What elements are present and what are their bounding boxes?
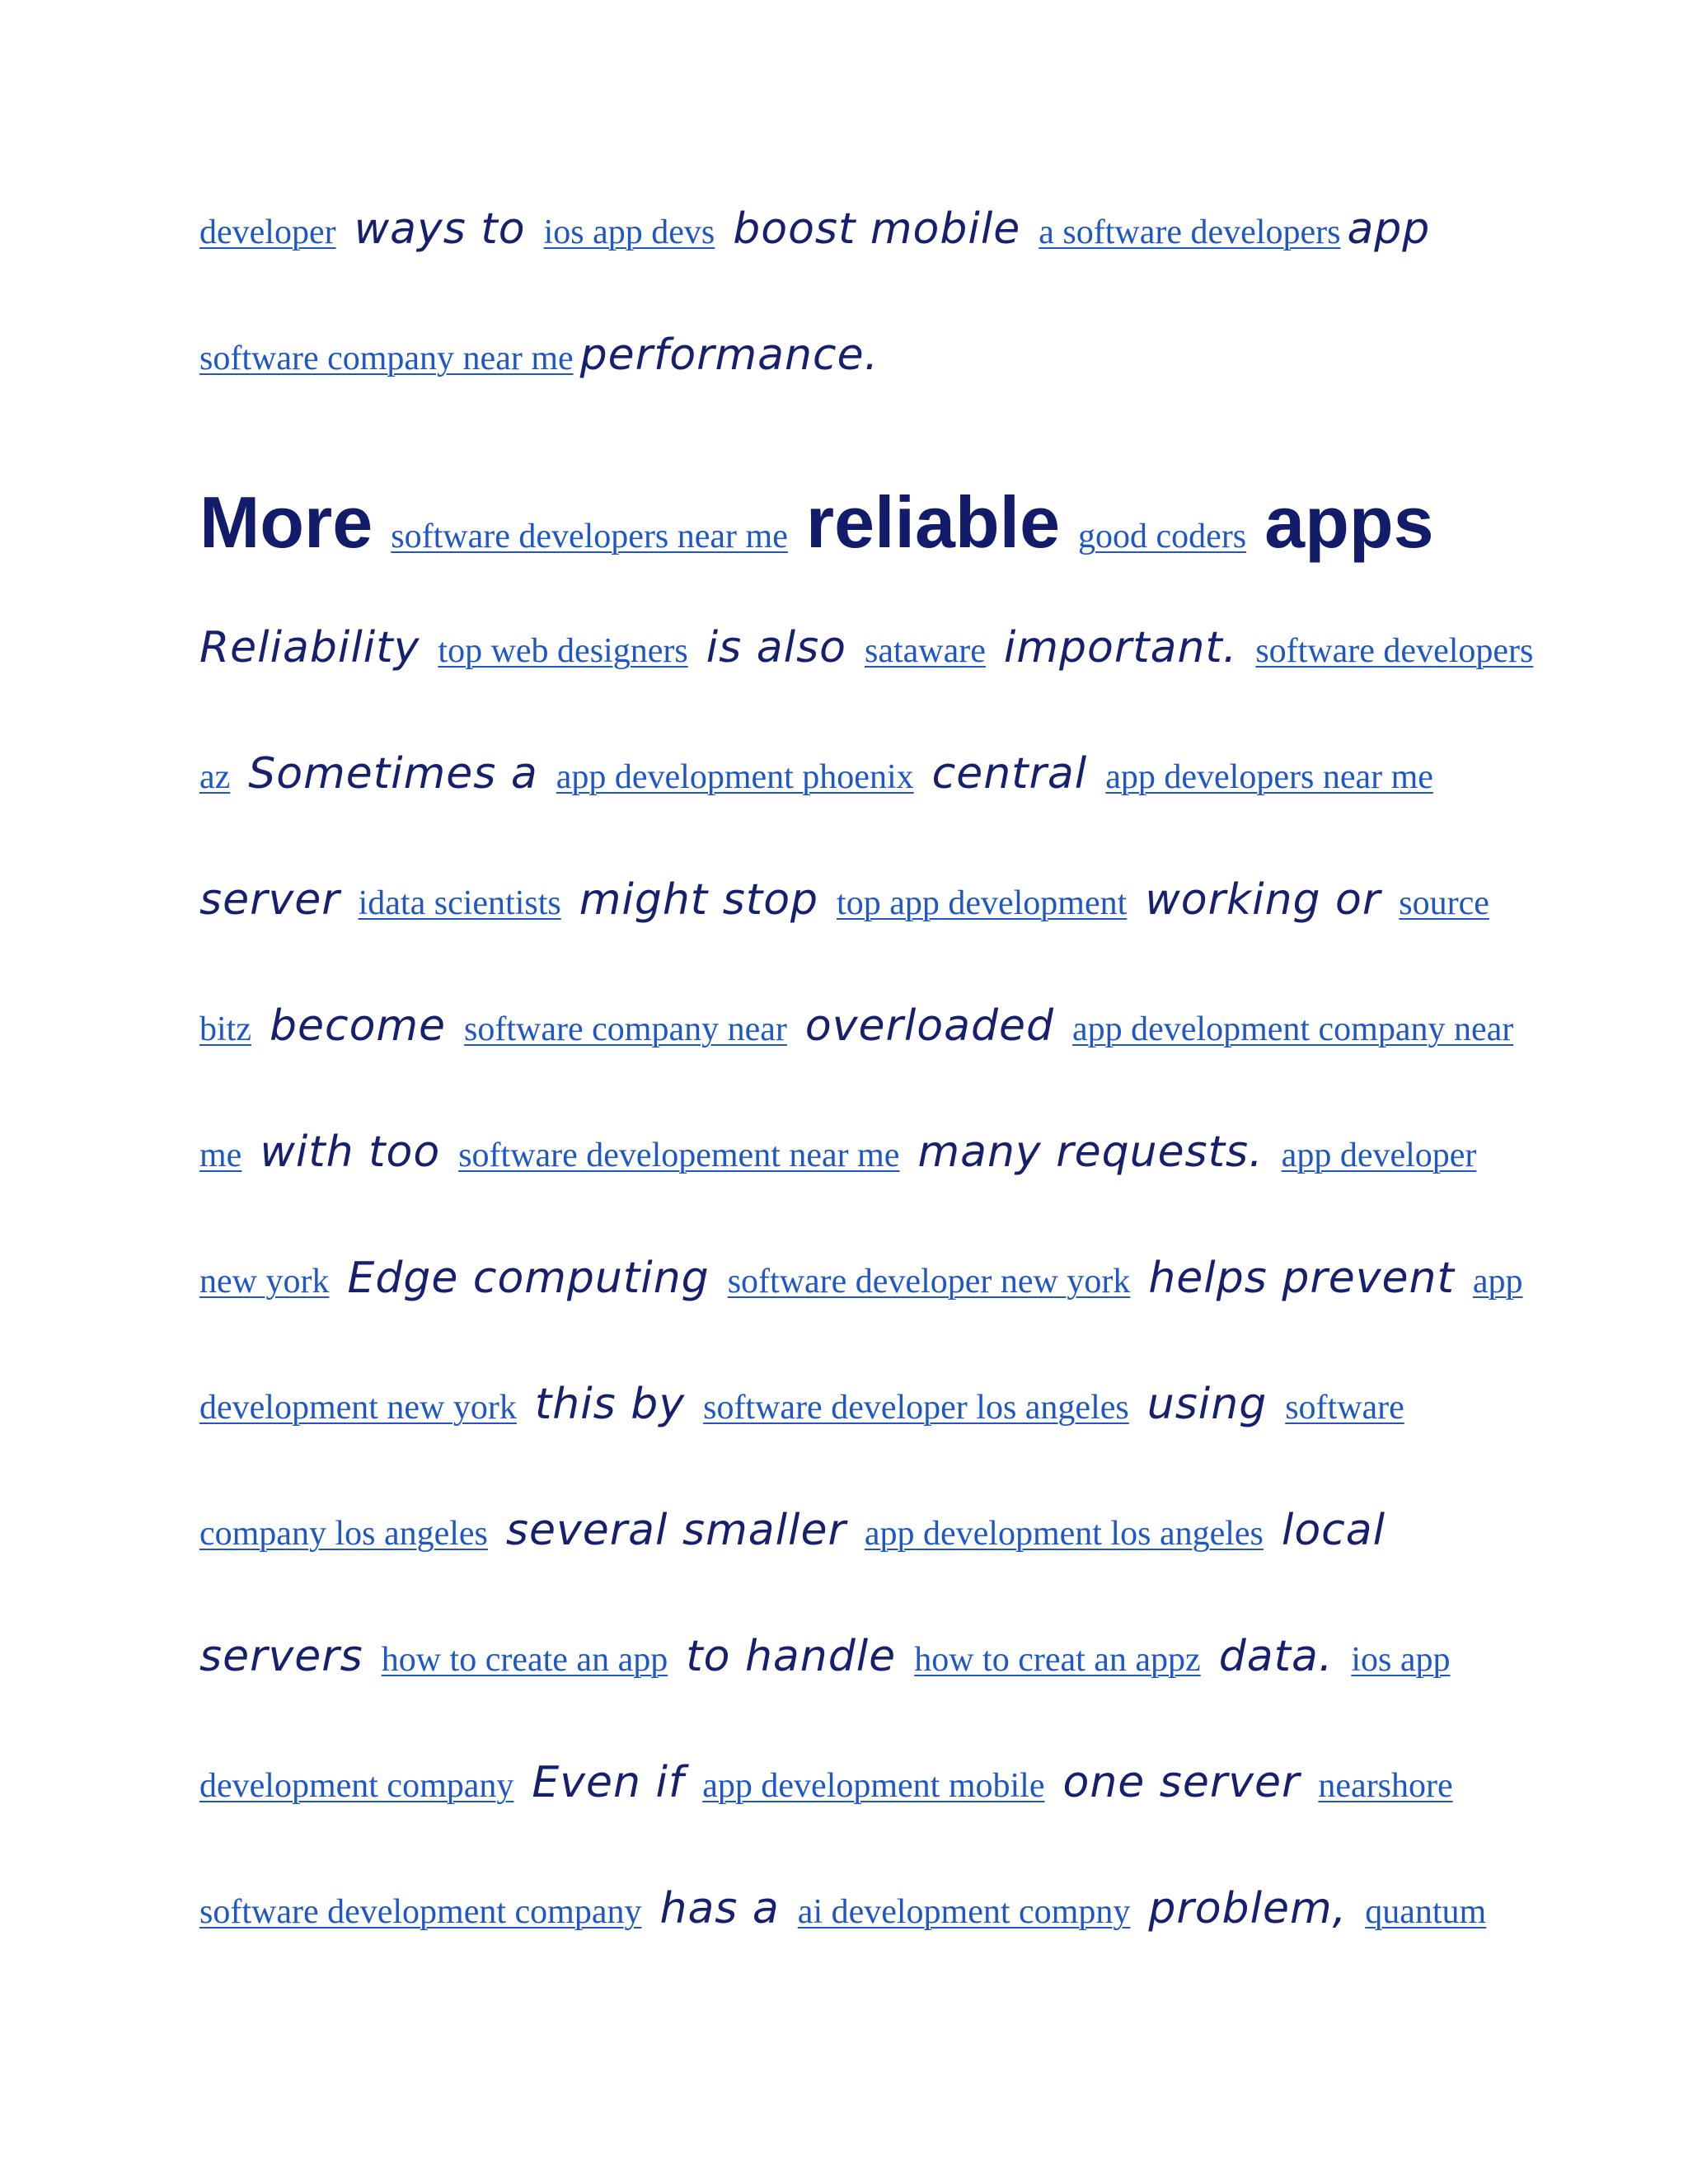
body-text: working or <box>1145 875 1381 925</box>
keyword-link[interactable]: top web designers <box>438 632 688 670</box>
text-line <box>199 1632 1465 1681</box>
keyword-link[interactable]: az <box>199 758 231 796</box>
text-line <box>199 875 1504 925</box>
keyword-link[interactable]: source <box>1399 884 1489 922</box>
keyword-link[interactable]: ios app <box>1351 1641 1451 1679</box>
keyword-link[interactable]: app developer <box>1281 1137 1477 1174</box>
body-text: Edge computing <box>347 1254 710 1303</box>
text-line <box>199 204 1445 254</box>
text-line <box>199 1001 1528 1051</box>
body-text: become <box>269 1001 447 1051</box>
body-text: data. <box>1218 1632 1334 1681</box>
body-text: to handle <box>686 1632 897 1681</box>
heading-word: More <box>199 481 373 563</box>
body-text: one server <box>1062 1758 1301 1807</box>
text-line <box>199 330 893 380</box>
keyword-link[interactable]: app development mobile <box>702 1767 1045 1805</box>
body-text: performance. <box>579 330 879 380</box>
body-text: overloaded <box>804 1001 1054 1051</box>
heading-word: reliable <box>805 481 1061 563</box>
body-text: server <box>199 875 340 925</box>
keyword-link[interactable]: software <box>1285 1389 1404 1427</box>
body-text: important. <box>1003 623 1238 673</box>
keyword-link[interactable]: software developers near me <box>391 518 788 555</box>
body-text: central <box>931 749 1088 799</box>
keyword-link[interactable]: ai development compny <box>797 1893 1131 1931</box>
body-text: helps prevent <box>1148 1254 1455 1303</box>
keyword-link[interactable]: app development phoenix <box>556 758 914 796</box>
keyword-link[interactable]: new york <box>199 1263 330 1301</box>
keyword-link[interactable]: developer <box>199 213 336 251</box>
text-line <box>199 1758 1468 1807</box>
section-heading <box>199 481 1449 563</box>
keyword-link[interactable]: bitz <box>199 1010 251 1048</box>
text-line <box>199 749 1448 799</box>
body-text: ways to <box>354 204 526 254</box>
keyword-link[interactable]: app developers near me <box>1105 758 1433 796</box>
keyword-link[interactable]: development company <box>199 1767 514 1805</box>
body-text: might stop <box>579 875 819 925</box>
text-line <box>199 1127 1491 1177</box>
body-text: is also <box>706 623 846 673</box>
body-text: Reliability <box>199 623 420 673</box>
text-line <box>199 1884 1501 1933</box>
keyword-link[interactable]: app <box>1472 1263 1523 1301</box>
keyword-link[interactable]: how to creat an appz <box>914 1641 1201 1679</box>
keyword-link[interactable]: app development company near <box>1071 1010 1514 1048</box>
body-text: problem, <box>1148 1884 1348 1933</box>
keyword-link[interactable]: software developer los angeles <box>703 1389 1129 1427</box>
keyword-link[interactable]: how to create an app <box>381 1641 668 1679</box>
keyword-link[interactable]: nearshore <box>1318 1767 1453 1805</box>
body-text: this by <box>534 1380 686 1429</box>
keyword-link[interactable]: quantum <box>1365 1893 1487 1931</box>
body-text: boost mobile <box>733 204 1021 254</box>
keyword-link[interactable]: software company near me <box>199 340 574 377</box>
body-text: servers <box>199 1632 363 1681</box>
body-text: local <box>1281 1506 1386 1555</box>
body-text: using <box>1146 1380 1268 1429</box>
text-line <box>199 1380 1419 1429</box>
body-text: Sometimes a <box>248 749 538 799</box>
keyword-link[interactable]: app development los angeles <box>864 1515 1264 1553</box>
body-text: Even if <box>532 1758 685 1807</box>
body-text: app <box>1347 204 1431 254</box>
text-line <box>199 1506 1400 1555</box>
keyword-link[interactable]: a software developers <box>1039 213 1341 251</box>
body-text: with too <box>260 1127 441 1177</box>
body-text: many requests. <box>917 1127 1264 1177</box>
keyword-link[interactable]: software developement near me <box>458 1137 900 1174</box>
keyword-link[interactable]: software developer new york <box>727 1263 1131 1301</box>
keyword-link[interactable]: top app development <box>837 884 1128 922</box>
text-line <box>199 623 1548 673</box>
keyword-link[interactable]: ios app devs <box>543 213 715 251</box>
keyword-link[interactable]: software company near <box>464 1010 787 1048</box>
keyword-link[interactable]: sataware <box>864 632 986 670</box>
keyword-link[interactable]: good coders <box>1078 518 1247 555</box>
body-text: several smaller <box>505 1506 846 1555</box>
keyword-link[interactable]: me <box>199 1137 242 1174</box>
keyword-link[interactable]: software development company <box>199 1893 642 1931</box>
body-text: has a <box>659 1884 780 1933</box>
keyword-link[interactable]: development new york <box>199 1389 517 1427</box>
keyword-link[interactable]: idata scientists <box>358 884 561 922</box>
keyword-link[interactable]: company los angeles <box>199 1515 488 1553</box>
heading-word: apps <box>1264 481 1434 563</box>
keyword-link[interactable]: software developers <box>1255 632 1534 670</box>
text-line <box>199 1254 1538 1303</box>
